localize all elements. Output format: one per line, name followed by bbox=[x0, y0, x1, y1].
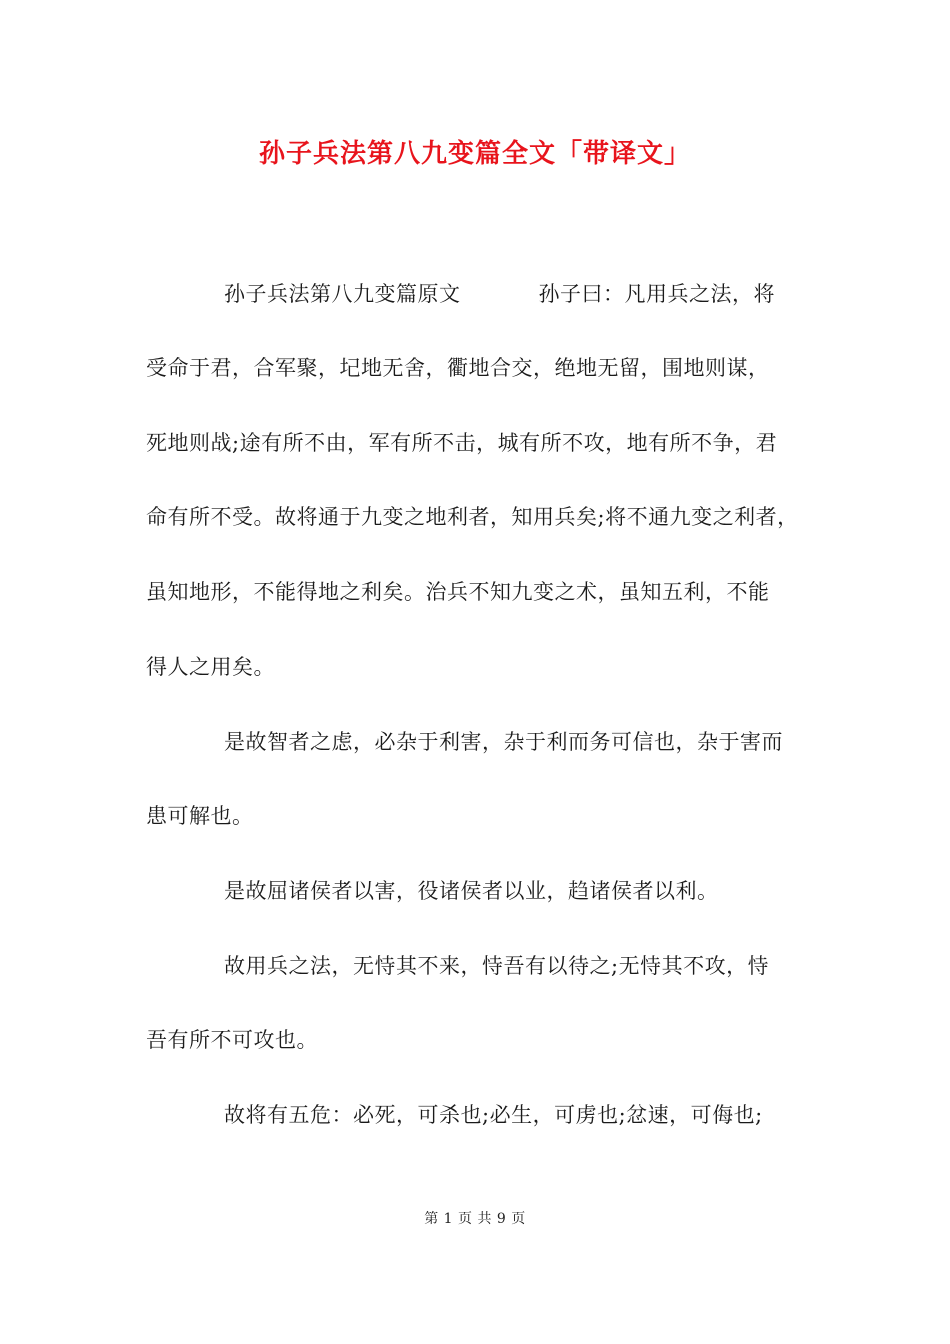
paragraph-line: 故用兵之法，无恃其不来，恃吾有以待之;无恃其不攻，恃 bbox=[224, 954, 770, 978]
paragraph-line: 患可解也。 bbox=[146, 804, 254, 828]
paragraph-line: 得人之用矣。 bbox=[146, 655, 275, 679]
paragraph-line: 虽知地形，不能得地之利矣。治兵不知九变之术，虽知五利，不能 bbox=[146, 580, 770, 604]
paragraph-line bbox=[224, 279, 775, 309]
paragraph-line: 故将有五危：必死，可杀也;必生，可虏也;忿速，可侮也; bbox=[224, 1103, 763, 1127]
paragraph-line: 吾有所不可攻也。 bbox=[146, 1028, 318, 1052]
paragraph-line: 命有所不受。故将通于九变之地利者，知用兵矣;将不通九变之利者， bbox=[146, 505, 799, 529]
section-heading: 孙子兵法第八九变篇原文 bbox=[224, 282, 461, 306]
document-title: 孙子兵法第八九变篇全文「带译文」 bbox=[258, 139, 691, 169]
page-number-footer: 第 1 页 共 9 页 bbox=[424, 1211, 526, 1227]
paragraph-line: 是故屈诸侯者以害，役诸侯者以业，趋诸侯者以利。 bbox=[224, 879, 719, 903]
paragraph-line: 死地则战;途有所不由，军有所不击，城有所不攻，地有所不争，君 bbox=[146, 431, 778, 455]
paragraph-text: 孙子曰：凡用兵之法，将 bbox=[538, 282, 775, 306]
paragraph-line: 是故智者之虑，必杂于利害，杂于利而务可信也，杂于害而 bbox=[224, 730, 783, 754]
paragraph-line: 受命于君，合军聚，圮地无舍，衢地合交，绝地无留，围地则谋， bbox=[146, 356, 770, 380]
